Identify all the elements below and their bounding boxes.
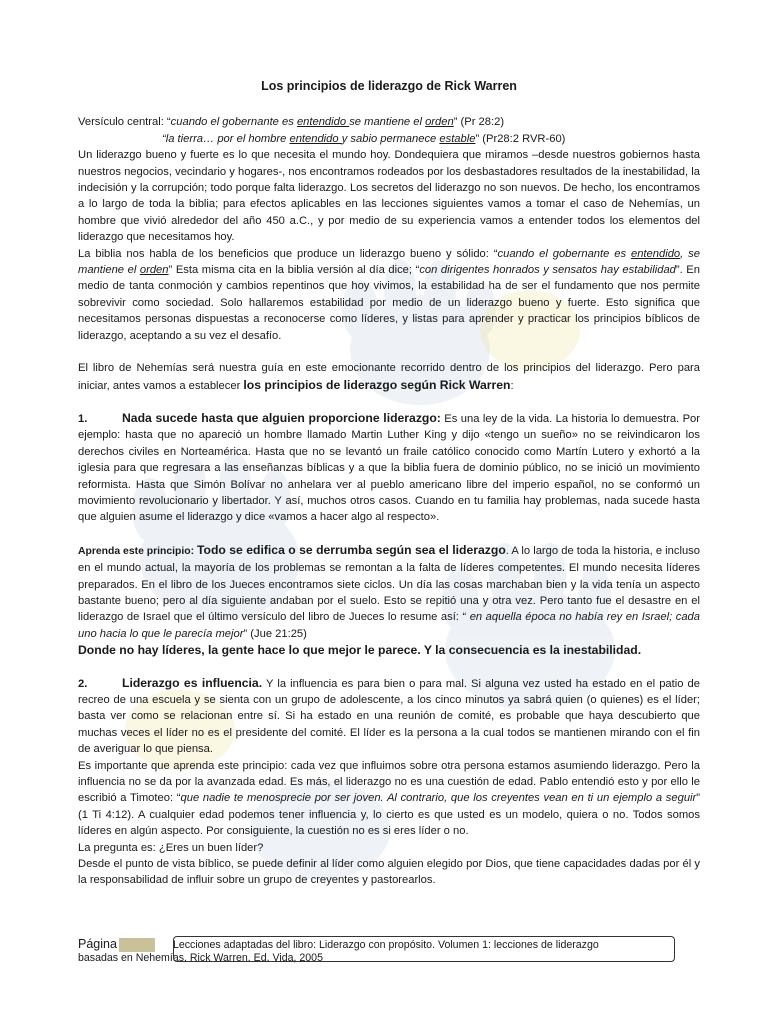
page-number-box bbox=[119, 938, 155, 952]
footer-page-label: Página bbox=[78, 937, 117, 951]
intro-paragraph-1: Un liderazgo bueno y fuerte es lo que necesita el mundo hoy. Dondequiera que miramos –desde nuestros gobiernos hasta nuestros negocios, vecindario y hogares-, nos encontramos rodeados por los desbastadores resultados de la inestabilidad, la indecisión y la corrupción; todo porque falta liderazgo. Los secretos del liderazgo no son nuevos. De hecho, los encontramos a lo largo de toda la biblia; para efectos aplicables en las lecciones siguientes vamos a tomar el caso de Nehemías, un hombre que vivió alrededor del año 450 a.C., y por medio de su experiencia vamos a entender todos los elementos del liderazgo que necesitamos hoy. bbox=[78, 149, 700, 244]
footer-citation-line-2: basadas en Nehemías. Rick Warren. Ed. Vida, 2005 bbox=[78, 952, 323, 965]
central-verse: Versículo central: “cuando el gobernante es entendido se mantiene el orden” (Pr 28:2) bbox=[78, 116, 505, 129]
section-1-principle: Aprenda este principio: Todo se edifica o se derrumba según sea el liderazgo. A lo largo de toda la historia, e incluso en el mundo actual, la mayoría de los problemas se remontan a la falta de líderes competentes. El mundo necesita líderes preparados. En el libro de los Jueces encontramos siete ciclos. Un día las cosas marchaban bien y la vida tenía un aspecto bastante bueno; pero al día siguiente andaban por el suelo. Esto se repitió una y otra vez. Pero tanto fue el desastre en el liderazgo de Israel que el último versículo del libro de Jueces lo resume así: “ en aquella época no había rey en Israel; cada uno hacia lo que le parecía mejor” (Jue 21:25) bbox=[78, 542, 701, 640]
section-2-heading: Liderazgo es influencia. bbox=[122, 675, 263, 690]
document-title: Los principios de liderazgo de Rick Warren bbox=[261, 79, 517, 93]
section-2-paragraph-2: Es importante que aprenda este principio: cada vez que influimos sobre otra persona estamos asumiendo liderazgo. Pero la influencia no se da por la avanzada edad. Es más, el liderazgo no es una cuestión de edad. Pablo entendió esto y por ello le escribió a Timoteo: “que nadie te menosprecie por ser joven. Al contrario, que los creyentes vean en ti un ejemplo a seguir” (1 Ti 4:12). A cualquier edad podemos tener influencia y, lo cierto es que usted es un modelo, quiera o no. Todos somos líderes en algún aspecto. Por consiguiente, la cuestión no es si eres líder o no. bbox=[78, 759, 700, 838]
intro-paragraph-2: La biblia nos habla de los beneficios que produce un liderazgo bueno y sólido: “cuando el gobernante es entendido, se mantiene el orden” Esta misma cita en la biblia versión al día dice; “con dirigentes honrados y sensatos hay estabilidad”. En medio de tanta conmoción y cambios repentinos que hoy vivimos, la estabilidad ha de ser el fundamento que nos permite sobrevivir como sociedad. Solo hallaremos estabilidad por medio de un liderazgo bueno y fuerte. Esto significa que necesitamos personas dispuestas a reconocerse como líderes, y listas para aprender y practicar los principios bíblicos de liderazgo, aceptando a su vez el desafío. bbox=[78, 247, 700, 342]
central-verse-rvr: “la tierra… por el hombre entendido y sabio permanece estable” (Pr28:2 RVR-60) bbox=[162, 132, 566, 145]
section-1-conclusion: Donde no hay líderes, la gente hace lo que mejor le parece. Y la consecuencia es la inestabilidad. bbox=[78, 643, 642, 658]
document-body bbox=[78, 70, 700, 889]
section-2-question: La pregunta es: ¿Eres un buen líder? bbox=[78, 841, 264, 854]
footer-citation-line-1: Lecciones adaptadas del libro: Liderazgo con propósito. Volumen 1: lecciones de liderazgo bbox=[172, 939, 599, 951]
intro-paragraph-3: El libro de Nehemías será nuestra guía en este emocionante recorrido dentro de los principios del liderazgo. Pero para iniciar, antes vamos a establecer los principios de liderazgo según Rick Warren: bbox=[78, 362, 700, 392]
section-1: 1. Nada sucede hasta que alguien proporcione liderazgo: Es una ley de la vida. La historia lo demuestra. Por ejemplo: hasta que no apareció un hombre llamado Martin Luther King y dijo «tengo un sueño» no se reivindicaron los derechos civiles en Norteamérica. Hasta que no se levantó un fraile católico conocido como Martín Lutero y exhortó a la iglesia para que regresara a las enseñanzas bíblicas y a que la biblia fuera de dominio público, no se inició un movimiento reformista. Hasta que Simón Bolívar no anhelara ver al pueblo americano libre del imperio español, no se conformó un movimiento revolucionario y libertador. Y así, muchos otros casos. Cuando en tu familia hay problemas, nada sucede hasta que alguien asume el liderazgo y dice «vamos a hacer algo al respecto». bbox=[78, 410, 700, 524]
section-1-heading: Nada sucede hasta que alguien proporcione liderazgo: bbox=[122, 410, 441, 425]
section-2: 2. Liderazgo es influencia. Y la influencia es para bien o para mal. Si alguna vez usted ha estado en el patio de recreo de una escuela y se sienta con un grupo de adolescente, a los cinco minutos ya sabrá quien (o quienes) es el líder; basta ver como se relacionan entre sí. Si ha estado en una reunión de comité, es probable que haya descubierto que muchas veces el líder no es el presidente del comité. El líder es la persona a la cual todos se mantienen mirando con el fin de averiguar lo que piensa. bbox=[78, 675, 700, 756]
page-footer bbox=[78, 938, 698, 965]
footer-frame bbox=[173, 936, 675, 962]
section-2-definition: Desde el punto de vista bíblico, se puede definir al líder como alguien elegido por Dios, que tiene capacidades dadas por él y la responsabilidad de influir sobre un grupo de creyentes y pastorearlos. bbox=[78, 858, 700, 887]
